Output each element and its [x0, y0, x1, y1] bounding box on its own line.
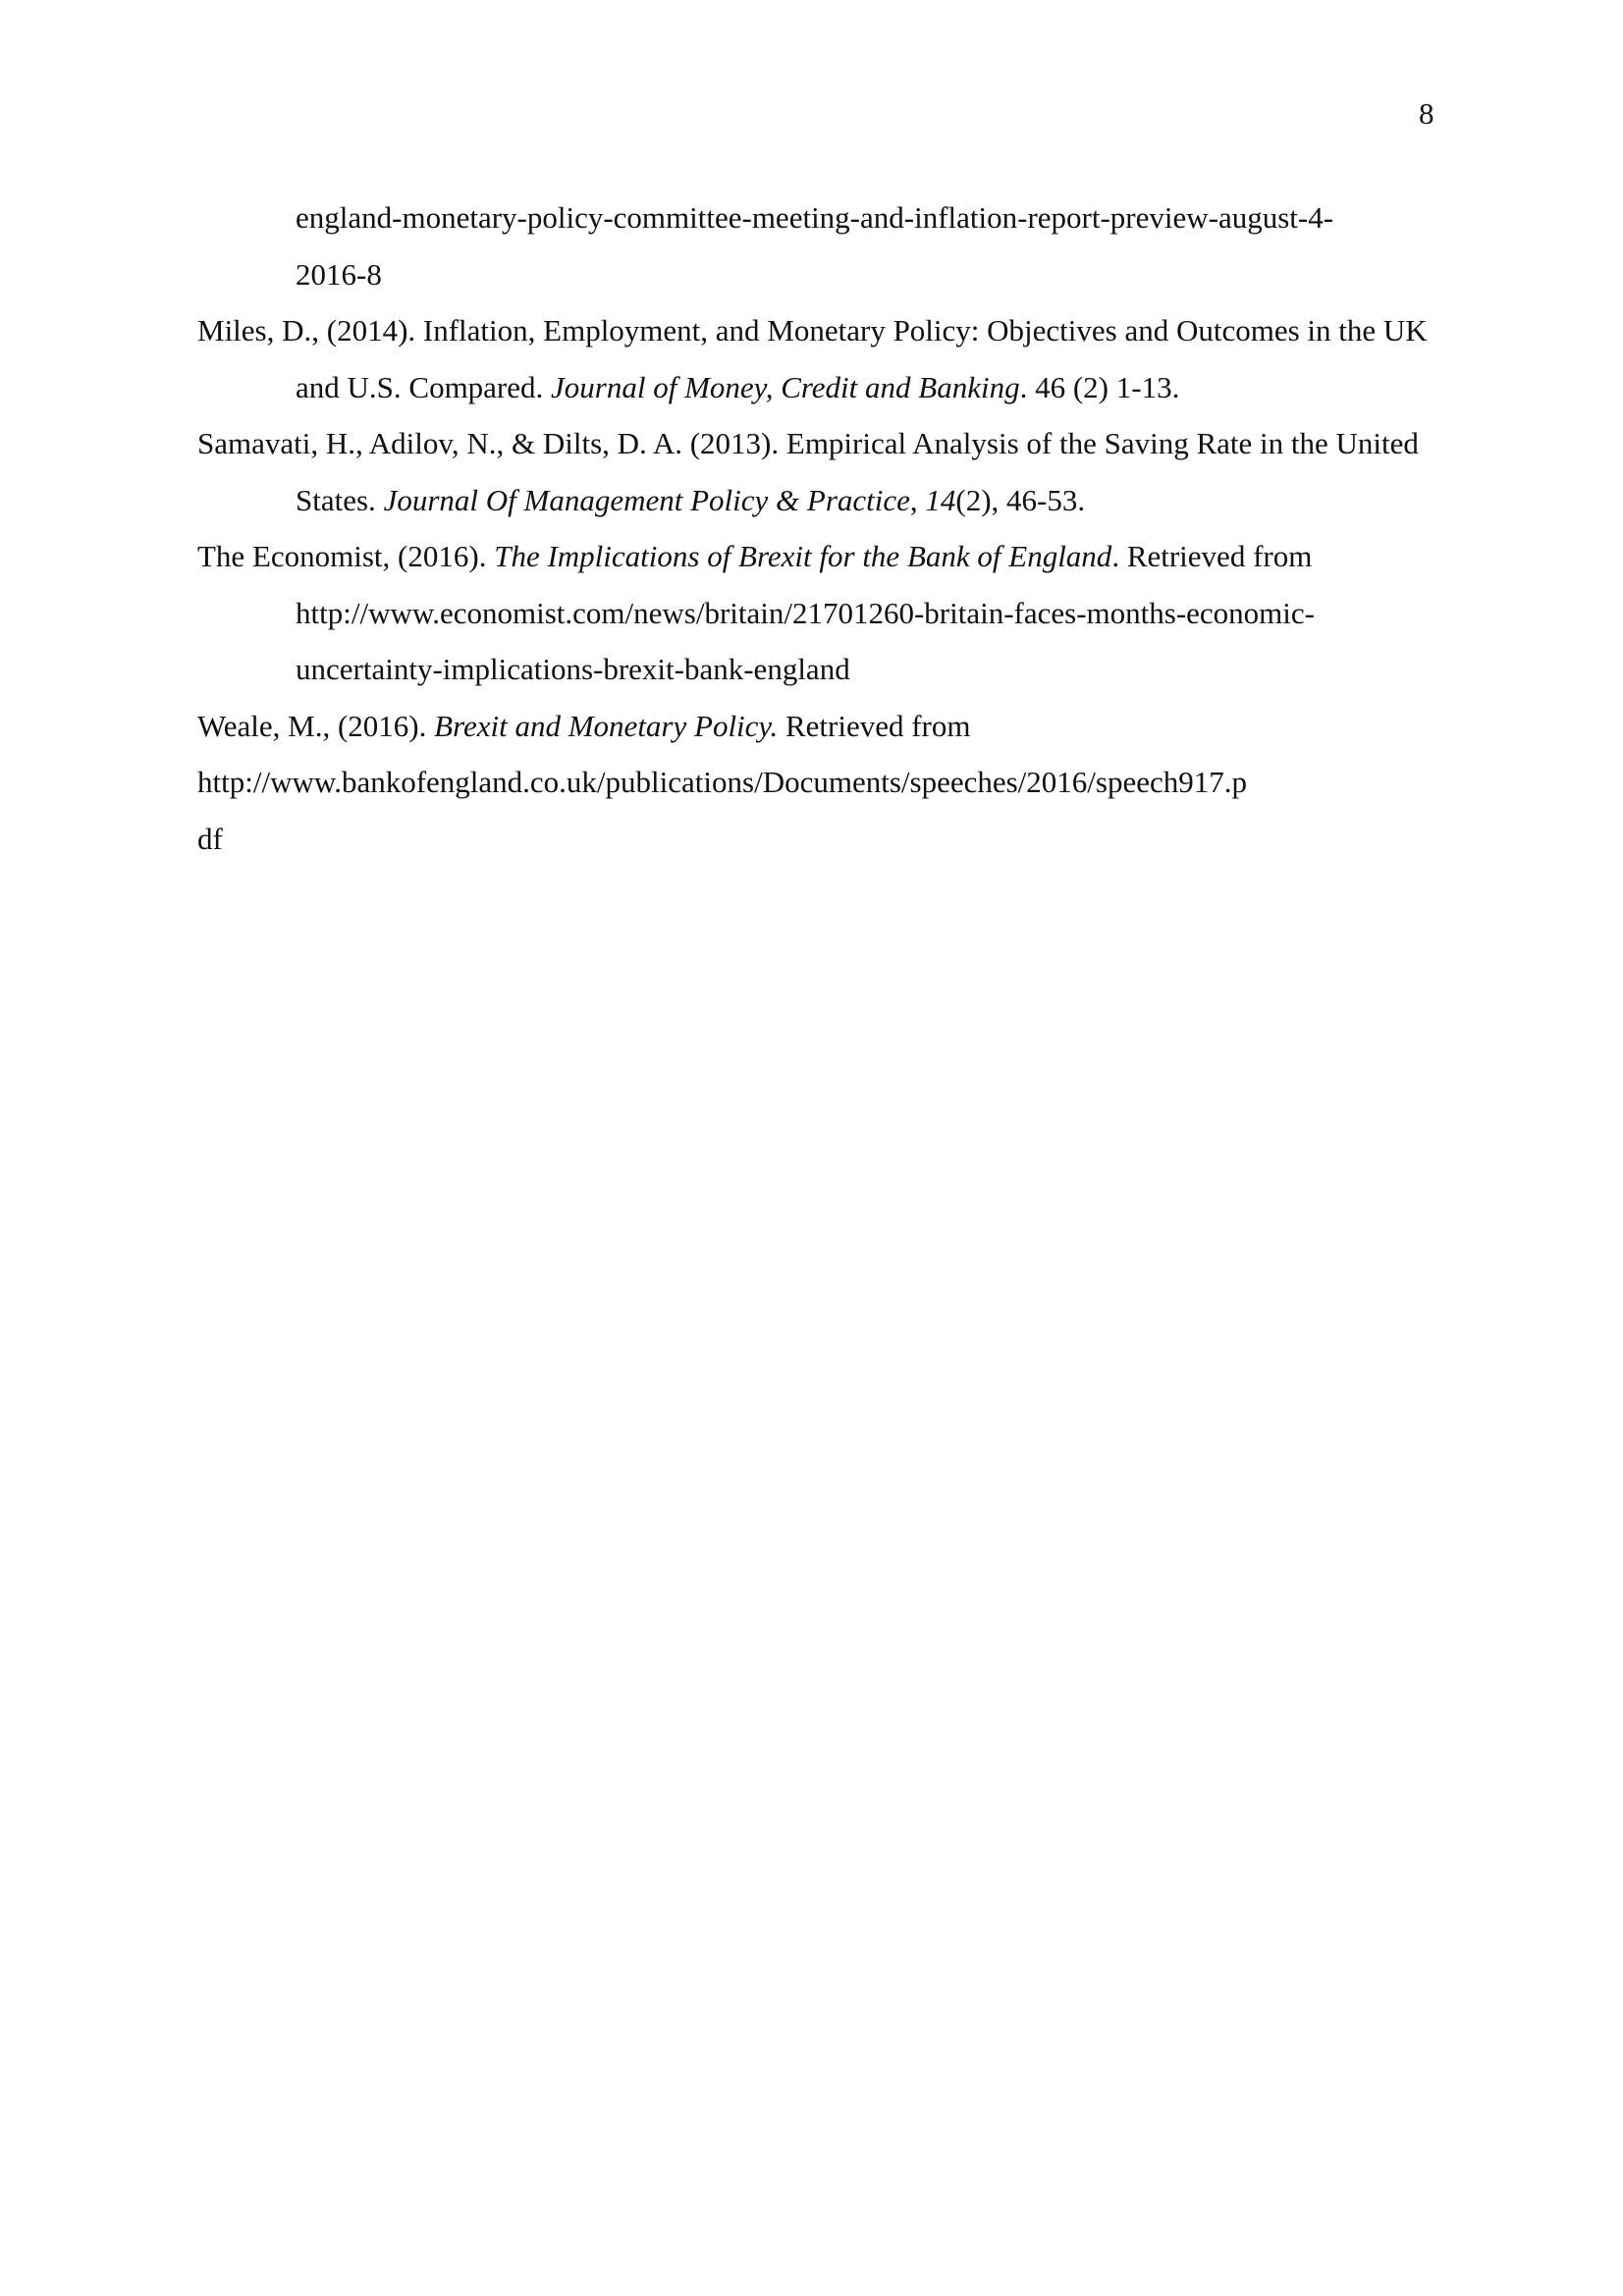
reference-title: The Implications of Brexit for the Bank of England	[494, 539, 1112, 573]
reference-text: Weale, M., (2016).	[197, 708, 435, 743]
reference-text: . Retrieved from http://www.economist.com/news/britain/21701260-britain-faces-months-economic-uncertainty-implications-brexit-bank-england	[296, 539, 1315, 686]
reference-url-line: http://www.bankofengland.co.uk/publications/Documents/speeches/2016/speech917.p	[197, 765, 1247, 799]
reference-economist-2016	[197, 528, 1432, 698]
reference-url-line: england-monetary-policy-committee-meeting-and-inflation-report-preview-august-4-	[296, 200, 1334, 235]
reference-text: Miles, D., (2014). Inflation, Employment, and Monetary Policy: Objectives and Outcomes in the UK and U.S. Compared.	[197, 313, 1428, 404]
reference-continuation	[197, 189, 1432, 302]
reference-list	[197, 189, 1432, 867]
reference-journal: Journal of Money, Credit and Banking	[551, 369, 1020, 404]
reference-samavati-2013	[197, 415, 1432, 528]
reference-text: Retrieved from	[778, 708, 971, 743]
reference-text: . 46 (2) 1-13.	[1019, 369, 1180, 404]
reference-miles-2014	[197, 302, 1432, 415]
reference-text: (2), 46-53.	[955, 482, 1086, 517]
page-number: 8	[1419, 96, 1434, 131]
reference-title: Brexit and Monetary Policy.	[434, 708, 779, 743]
reference-text: ,	[909, 482, 926, 517]
reference-weale-2016	[197, 698, 1432, 868]
reference-url-line: 2016-8	[296, 256, 382, 292]
reference-volume: 14	[925, 482, 956, 517]
reference-text: Samavati, H., Adilov, N., & Dilts, D. A. (2013). Empirical Analysis of the Saving Rate in the United States.	[197, 426, 1419, 517]
reference-url-line: df	[197, 821, 223, 856]
reference-text: The Economist, (2016).	[197, 539, 495, 573]
reference-journal: Journal Of Management Policy & Practice	[383, 482, 910, 517]
